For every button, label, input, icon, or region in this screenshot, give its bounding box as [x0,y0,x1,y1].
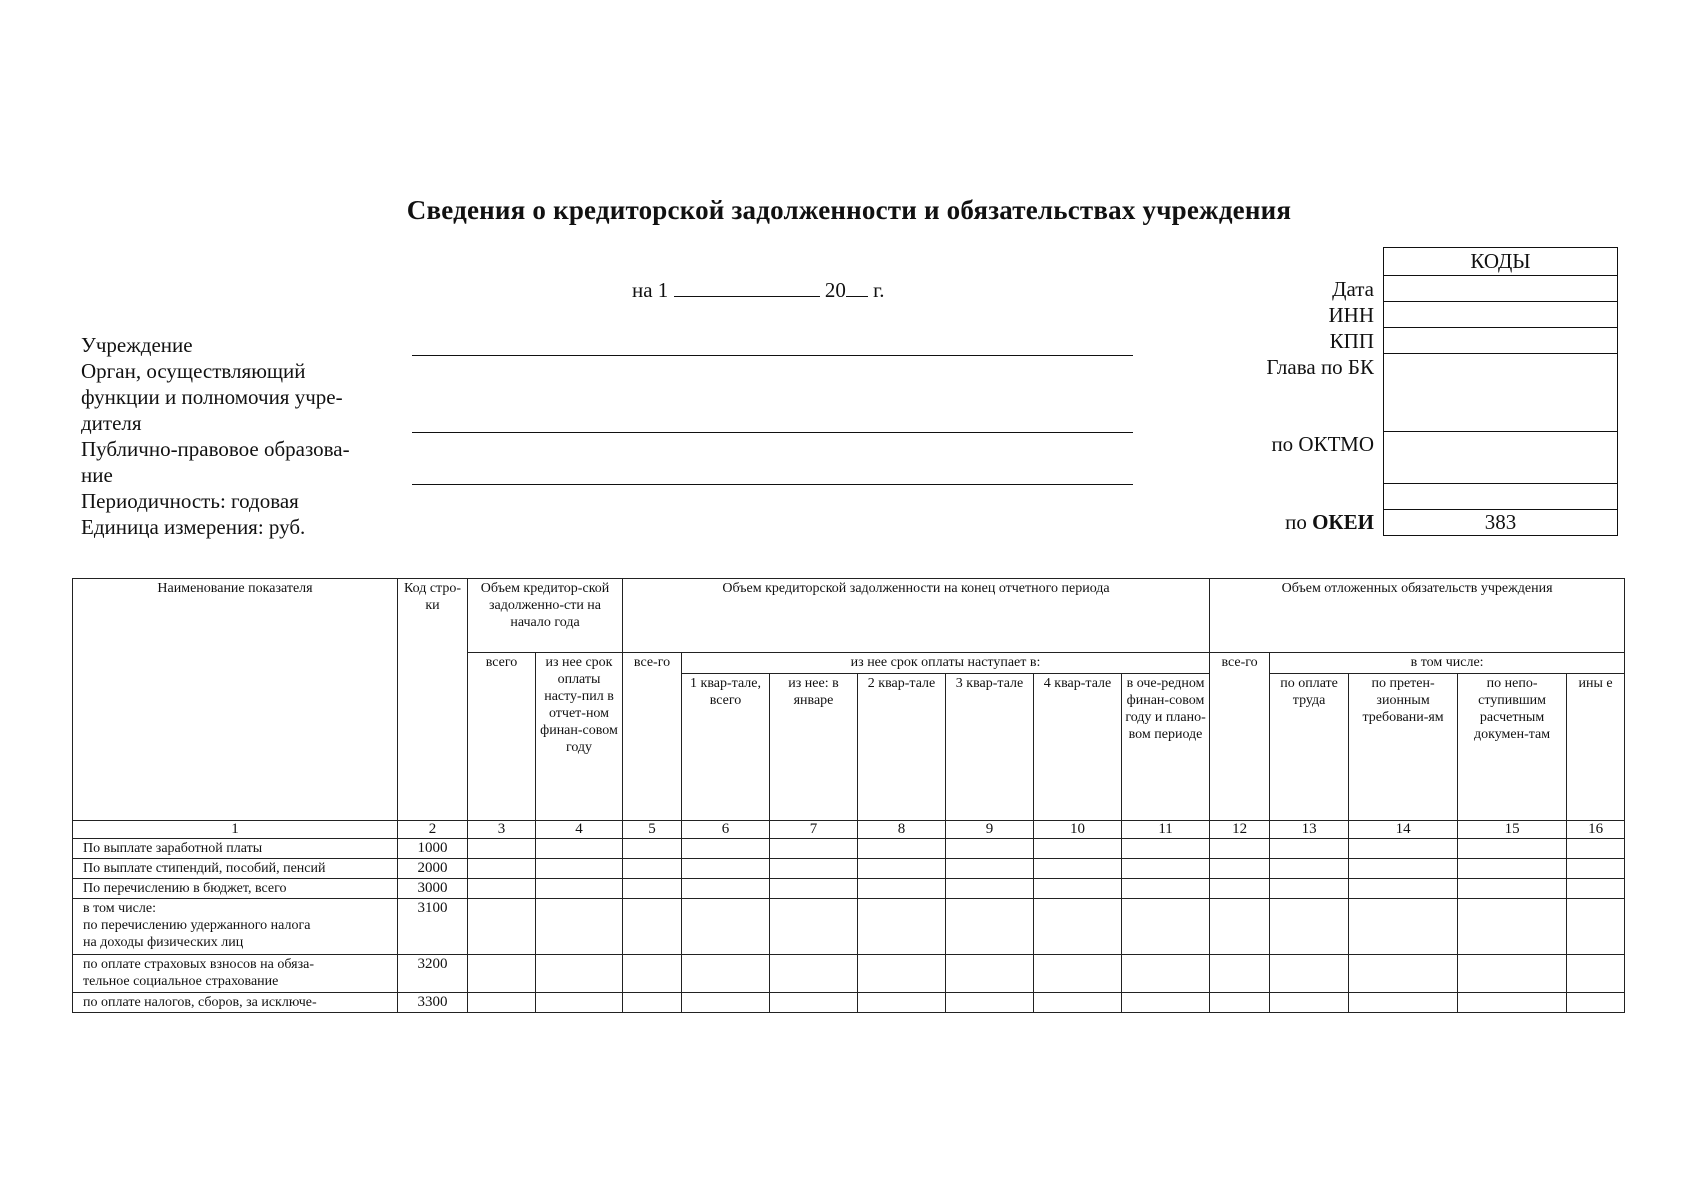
okei-prefix: по [1285,510,1313,534]
table-row [73,993,1625,1013]
data-cell[interactable] [770,859,858,879]
header-q4: 4 квар-тале [1034,674,1122,821]
codes-divider [1384,275,1617,276]
data-cell[interactable] [468,839,536,859]
data-cell[interactable] [1458,859,1567,879]
data-cell[interactable] [770,993,858,1013]
data-cell[interactable] [468,879,536,899]
header-deferred-group: в том числе: [1270,653,1625,674]
data-cell[interactable] [858,859,946,879]
col-num: 5 [623,821,682,839]
code-label-okei [1180,509,1374,535]
data-cell[interactable] [770,899,858,955]
header-start-volume: Объем кредитор-ской задолженно-сти на начало года [468,579,623,653]
public-entity-label-line1: Публично-правовое образова- [81,437,350,461]
table-row [73,955,1625,993]
data-cell[interactable] [468,899,536,955]
year-prefix: 20 [824,278,846,302]
col-num: 11 [1122,821,1210,839]
data-cell[interactable] [1210,993,1270,1013]
date-code-cell[interactable] [1384,301,1617,302]
data-cell[interactable] [1122,955,1210,993]
data-cell[interactable] [946,993,1034,1013]
data-cell[interactable] [1349,993,1458,1013]
code-label-glava-bk: Глава по БК [1266,355,1374,379]
data-cell[interactable] [1458,839,1567,859]
periodicity-label: Периодичность: годовая [81,489,299,513]
payables-table [72,578,1625,1013]
data-cell[interactable] [770,839,858,859]
report-date-line [632,278,885,303]
data-cell[interactable] [858,993,946,1013]
data-cell[interactable] [1458,955,1567,993]
header-name: Наименование показателя [73,579,398,821]
data-cell[interactable] [946,839,1034,859]
col-num: 10 [1034,821,1122,839]
glava-bk-code-cell[interactable] [1384,431,1617,432]
col-num: 9 [946,821,1034,839]
data-cell[interactable] [536,859,623,879]
document-title: Сведения о кредиторской задолженности и обязательствах учреждения [406,195,1292,225]
data-cell[interactable] [536,955,623,993]
unit-label: Единица измерения: руб. [81,515,306,539]
data-cell[interactable] [1122,859,1210,879]
row-code: 3100 [398,899,468,955]
data-cell[interactable] [1270,993,1349,1013]
data-cell[interactable] [1567,993,1625,1013]
data-cell[interactable] [623,955,682,993]
row-code: 3000 [398,879,468,899]
header-january: из нее: в январе [770,674,858,821]
data-cell[interactable] [1270,955,1349,993]
header-q2: 2 квар-тале [858,674,946,821]
data-cell[interactable] [1034,859,1122,879]
data-cell[interactable] [858,839,946,859]
data-cell[interactable] [1349,879,1458,899]
code-label-inn: ИНН [1328,303,1374,327]
data-cell[interactable] [536,839,623,859]
data-cell[interactable] [682,859,770,879]
col-num: 8 [858,821,946,839]
public-entity-label-line2: ние [81,463,113,487]
data-cell[interactable] [1567,879,1625,899]
data-cell[interactable] [682,899,770,955]
founder-line[interactable] [412,432,1133,433]
data-cell[interactable] [1349,899,1458,955]
okei-value: 383 [1484,510,1517,534]
data-cell[interactable] [536,993,623,1013]
data-cell[interactable] [1270,899,1349,955]
row-code: 3300 [398,993,468,1013]
row-name [73,955,398,993]
table-row [73,879,1625,899]
date-suffix: г. [873,278,885,302]
col-num: 16 [1567,821,1625,839]
col-num: 12 [1210,821,1270,839]
data-cell[interactable] [1122,879,1210,899]
data-cell[interactable] [1567,899,1625,955]
data-cell[interactable] [1270,839,1349,859]
date-prefix: на 1 [632,278,669,302]
data-cell[interactable] [623,839,682,859]
data-cell[interactable] [1034,955,1122,993]
row-code: 2000 [398,859,468,879]
data-cell[interactable] [1567,955,1625,993]
header-deferred-claims: по претен-зионным требовани-ям [1349,674,1458,821]
data-cell[interactable] [1122,899,1210,955]
okei-bold: ОКЕИ [1312,510,1374,534]
data-cell[interactable] [1349,839,1458,859]
header-start-due: из нее срок оплаты насту-пил в отчет-ном финан-совом году [536,653,623,821]
header-end-total: все-го [623,653,682,821]
header-deferred-total: все-го [1210,653,1270,821]
row-name: по оплате налогов, сборов, за исключе- [73,993,398,1013]
column-number-row [73,821,1625,839]
header-deferred: Объем отложенных обязательств учреждения [1210,579,1625,653]
data-cell[interactable] [1567,839,1625,859]
col-num: 3 [468,821,536,839]
data-cell[interactable] [1270,859,1349,879]
data-cell[interactable] [1210,955,1270,993]
inn-code-cell[interactable] [1384,327,1617,328]
data-cell[interactable] [1210,899,1270,955]
public-entity-line[interactable] [412,484,1133,485]
header-next-year: в оче-редном финан-совом году и плано-вом периоде [1122,674,1210,821]
row-name: По перечислению в бюджет, всего [73,879,398,899]
header-start-total: всего [468,653,536,821]
col-num: 15 [1458,821,1567,839]
data-cell[interactable] [1270,879,1349,899]
code-label-kpp: КПП [1329,329,1374,353]
data-cell[interactable] [1122,839,1210,859]
col-num: 4 [536,821,623,839]
header-q1: 1 квар-тале, всего [682,674,770,821]
table-row [73,859,1625,879]
codes-header: КОДЫ [1470,249,1531,273]
codes-box [1383,247,1618,536]
code-label-oktmo: по ОКТМО [1271,432,1374,456]
data-cell[interactable] [946,955,1034,993]
row-name-line: в том числе: [83,901,156,916]
data-cell[interactable] [1210,879,1270,899]
data-cell[interactable] [770,955,858,993]
row-name [73,899,398,955]
institution-line[interactable] [412,355,1133,356]
data-cell[interactable] [946,879,1034,899]
founder-label-line1: Орган, осуществляющий [81,359,306,383]
data-cell[interactable] [1567,859,1625,879]
data-cell[interactable] [1034,879,1122,899]
row-name: По выплате стипендий, пособий, пенсий [73,859,398,879]
data-cell[interactable] [536,899,623,955]
data-cell[interactable] [623,879,682,899]
data-cell[interactable] [858,879,946,899]
institution-label: Учреждение [81,333,193,357]
row-name: По выплате заработной платы [73,839,398,859]
oktmo-code-cell[interactable] [1384,483,1617,484]
data-cell[interactable] [1034,993,1122,1013]
date-blank[interactable] [674,296,820,297]
founder-label-line2: функции и полномочия учре- [81,385,343,409]
data-cell[interactable] [946,899,1034,955]
kpp-code-cell[interactable] [1384,353,1617,354]
data-cell[interactable] [682,879,770,899]
col-num: 13 [1270,821,1349,839]
data-cell[interactable] [1458,879,1567,899]
data-cell[interactable] [1034,839,1122,859]
col-num: 7 [770,821,858,839]
row-name-line: на доходы физических лиц [83,935,244,950]
col-num: 2 [398,821,468,839]
col-num: 14 [1349,821,1458,839]
header-end-due-group: из нее срок оплаты наступает в: [682,653,1210,674]
data-cell[interactable] [536,879,623,899]
year-blank[interactable] [846,296,868,297]
code-label-date: Дата [1332,277,1374,301]
header-deferred-salary: по оплате труда [1270,674,1349,821]
table-row [73,839,1625,859]
row-code: 1000 [398,839,468,859]
data-cell[interactable] [623,899,682,955]
header-deferred-other: ины е [1567,674,1625,821]
data-cell[interactable] [682,993,770,1013]
data-cell[interactable] [682,839,770,859]
row-name-line: тельное социальное страхование [83,974,279,989]
data-cell[interactable] [468,859,536,879]
row-code: 3200 [398,955,468,993]
data-cell[interactable] [1458,899,1567,955]
header-q3: 3 квар-тале [946,674,1034,821]
data-cell[interactable] [1458,993,1567,1013]
data-cell[interactable] [468,993,536,1013]
header-end-volume: Объем кредиторской задолженности на конец отчетного периода [623,579,1210,653]
data-cell[interactable] [1034,899,1122,955]
founder-label-line3: дителя [81,411,142,435]
data-cell[interactable] [1349,859,1458,879]
data-cell[interactable] [1122,993,1210,1013]
data-cell[interactable] [468,955,536,993]
data-cell[interactable] [770,879,858,899]
data-cell[interactable] [682,955,770,993]
data-cell[interactable] [1210,859,1270,879]
row-name-line: по перечислению удержанного налога [83,918,311,933]
col-num: 6 [682,821,770,839]
data-cell[interactable] [1349,955,1458,993]
data-cell[interactable] [623,859,682,879]
table-row [73,899,1625,955]
data-cell[interactable] [858,955,946,993]
data-cell[interactable] [946,859,1034,879]
data-cell[interactable] [623,993,682,1013]
row-name-line: по оплате страховых взносов на обяза- [83,957,314,972]
data-cell[interactable] [1210,839,1270,859]
header-deferred-docs: по непо-ступившим расчетным докумен-там [1458,674,1567,821]
col-num: 1 [73,821,398,839]
data-cell[interactable] [858,899,946,955]
header-code: Код стро-ки [398,579,468,821]
